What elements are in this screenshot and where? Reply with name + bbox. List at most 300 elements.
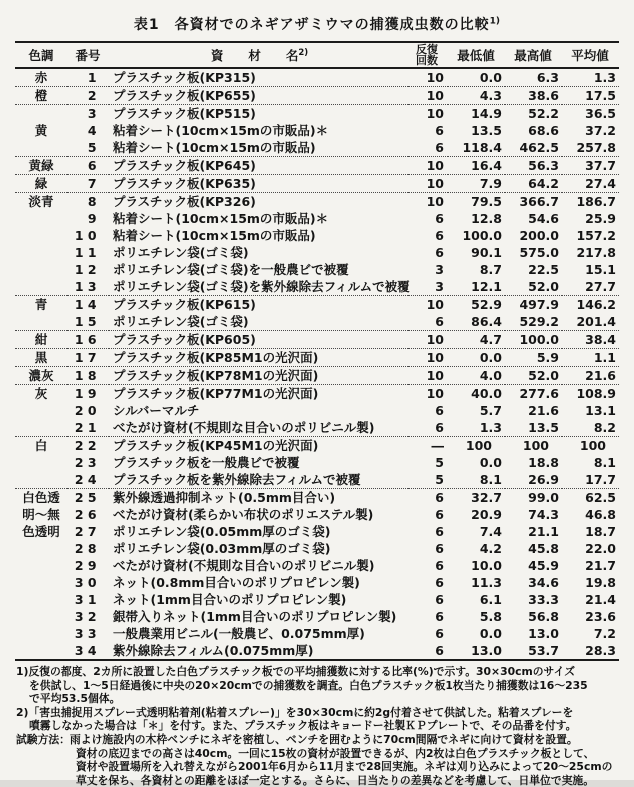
cell-repetitions: 6 (435, 626, 444, 641)
cell-material-name: プラスチック板(KP605) (113, 332, 256, 347)
cell-min-value: 6.1 (479, 592, 502, 607)
cell-color-tone (15, 471, 67, 489)
cell-min-value: 4.7 (479, 332, 502, 347)
cell-min-value: 4.2 (479, 541, 502, 556)
cell-material-name: プラスチック板を一般農ビで被覆 (113, 455, 300, 470)
cell-color-tone (15, 419, 67, 437)
cell-repetitions: 6 (435, 524, 444, 539)
cell-number: 28 (74, 541, 101, 556)
cell-number: 20 (74, 403, 101, 418)
footnote-line: 試験方法：雨よけ施設内の木枠ベンチにネギを密植し、ベンチを囲むように70cm間隔でネギに向けて資材を設置。 (16, 732, 578, 746)
cell-mean-value: 146.2 (576, 297, 616, 312)
table-row (15, 506, 619, 523)
cell-color-tone: 白 (34, 438, 48, 453)
cell-mean-value: 23.6 (585, 609, 616, 624)
cell-number: 22 (74, 438, 101, 453)
table-row (15, 523, 619, 540)
table-row (15, 313, 619, 331)
cell-number: 8 (87, 194, 101, 209)
cell-min-value: 7.9 (479, 176, 502, 191)
cell-material-name: プラスチック板(KP655) (113, 88, 256, 103)
cell-material-name: プラスチック板を紫外線除去フィルムで被覆 (113, 472, 361, 487)
cell-repetitions: 5 (435, 472, 444, 487)
header-material-label: 資 材 名 (210, 48, 299, 63)
cell-color-tone: 濃灰 (28, 368, 54, 383)
cell-max-value: 13.5 (528, 420, 559, 435)
cell-mean-value: 157.2 (576, 228, 616, 243)
table-row (15, 437, 619, 455)
cell-material-name: プラスチック板(KP85M1の光沢面) (113, 350, 319, 365)
cell-repetitions: 6 (435, 643, 444, 658)
cell-max-value: 277.6 (519, 386, 559, 401)
cell-number: 10 (74, 228, 101, 243)
header-min-value: 最低値 (457, 48, 495, 63)
cell-min-value: 90.1 (471, 245, 502, 260)
cell-color-tone (15, 278, 67, 296)
cell-repetitions: 6 (435, 592, 444, 607)
table-row (15, 261, 619, 278)
header-max-value: 最高値 (514, 48, 552, 63)
table-row (15, 244, 619, 261)
cell-min-value: 4.0 (479, 368, 502, 383)
cell-min-value: 8.7 (479, 262, 502, 277)
cell-min-value: 4.3 (479, 88, 502, 103)
table-row (15, 540, 619, 557)
cell-max-value: 38.6 (528, 88, 559, 103)
cell-repetitions: 10 (426, 297, 444, 312)
header-material-name (109, 42, 408, 68)
cell-material-name: プラスチック板(KP645) (113, 158, 256, 173)
cell-mean-value: 7.2 (593, 626, 616, 641)
cell-mean-value: 186.7 (576, 194, 616, 209)
cell-min-value: 118.4 (462, 140, 502, 155)
cell-number: 24 (74, 472, 101, 487)
cell-max-value: 18.8 (528, 455, 559, 470)
footnote-line: 草丈を保ち、各資材との距離をほぼ一定とする。さらに、日当たりの差異などを考慮して、日単位で実施。 (76, 773, 595, 787)
cell-color-tone: 青 (34, 297, 48, 312)
cell-color-tone: 橙 (34, 88, 48, 103)
cell-repetitions: 10 (426, 332, 444, 347)
cell-material-name: べたがけ資材(柔らかい布状のポリエステル製) (113, 507, 374, 522)
cell-mean-value: 1.3 (593, 70, 616, 85)
table-row (15, 87, 619, 105)
cell-min-value: 12.8 (471, 211, 502, 226)
cell-color-tone: 色透明 (22, 524, 60, 539)
cell-number: 7 (87, 176, 101, 191)
table-row (15, 157, 619, 175)
table-row (15, 296, 619, 314)
table-row (15, 278, 619, 296)
cell-min-value: 79.5 (471, 194, 502, 209)
cell-repetitions: 6 (435, 507, 444, 522)
cell-min-value: 20.9 (471, 507, 502, 522)
cell-material-name: プラスチック板(KP635) (113, 176, 256, 191)
cell-color-tone: 赤 (34, 70, 48, 85)
cell-number: 31 (74, 592, 101, 607)
cell-mean-value: 25.9 (585, 211, 616, 226)
cell-repetitions: 10 (426, 158, 444, 173)
cell-mean-value: 17.5 (585, 88, 616, 103)
header-number: 番号 (75, 48, 101, 63)
cell-min-value: 12.1 (471, 279, 502, 294)
cell-max-value: 68.6 (528, 123, 559, 138)
cell-number: 26 (74, 507, 101, 522)
cell-repetitions: 10 (426, 386, 444, 401)
cell-min-value: 14.9 (471, 106, 502, 121)
cell-mean-value: 37.7 (585, 158, 616, 173)
cell-color-tone (15, 574, 67, 591)
cell-material-name: 粘着シート(10cm×15mの市販品) (113, 228, 316, 243)
cell-number: 23 (74, 455, 101, 470)
footnote-line: を供試し、1～5日経過後に中央の20×20cmでの捕獲数を調査。白色プラスチック板1枚当たり捕獲数は16～235 (29, 678, 588, 692)
cell-min-value: 16.4 (471, 158, 502, 173)
cell-max-value: 54.6 (528, 211, 559, 226)
cell-min-value: 0.0 (479, 350, 502, 365)
cell-material-name: ポリエチレン袋(0.05mm厚のゴミ袋) (113, 524, 331, 539)
cell-max-value: 74.3 (528, 507, 559, 522)
cell-material-name: プラスチック板(KP326) (113, 194, 256, 209)
cell-mean-value: 18.7 (585, 524, 616, 539)
footnote-line: で平均53.5個体。 (29, 692, 121, 706)
cell-mean-value: 15.1 (585, 262, 616, 277)
cell-color-tone (15, 210, 67, 227)
header-mean-value: 平均値 (571, 48, 609, 63)
cell-max-value: 462.5 (519, 140, 559, 155)
cell-material-name: シルバーマルチ (113, 403, 200, 418)
cell-material-name: プラスチック板(KP77M1の光沢面) (113, 386, 319, 401)
cell-number: 4 (87, 123, 101, 138)
cell-color-tone (15, 454, 67, 471)
cell-min-value: 52.9 (471, 297, 502, 312)
table-row (15, 349, 619, 367)
cell-number: 29 (74, 558, 101, 573)
cell-max-value: 64.2 (528, 176, 559, 191)
cell-color-tone (15, 608, 67, 625)
cell-max-value: 99.0 (528, 490, 559, 505)
cell-mean-value: 108.9 (576, 386, 616, 401)
cell-repetitions: 6 (435, 140, 444, 155)
cell-repetitions: 6 (435, 123, 444, 138)
cell-color-tone: 黄緑 (28, 158, 54, 173)
table-row (15, 625, 619, 642)
cell-material-name: プラスチック板(KP78M1の光沢面) (113, 368, 319, 383)
cell-max-value: 26.9 (528, 472, 559, 487)
table-row (15, 608, 619, 625)
cell-color-tone: 白色透 (22, 490, 60, 505)
cell-color-tone (15, 642, 67, 660)
cell-mean-value: 201.4 (576, 314, 616, 329)
cell-mean-value: 1.1 (593, 350, 616, 365)
cell-max-value: 56.3 (528, 158, 559, 173)
cell-number: 11 (74, 245, 101, 260)
table-row (15, 402, 619, 419)
cell-mean-value: 28.3 (585, 643, 616, 658)
table-title-footnote-ref: 1) (489, 16, 501, 27)
cell-mean-value: 8.1 (593, 455, 616, 470)
cell-number: 9 (87, 211, 101, 226)
cell-number: 14 (74, 297, 101, 312)
cell-material-name: 粘着シート(10cm×15mの市販品)＊ (113, 123, 329, 138)
cell-material-name: プラスチック板(KP515) (113, 106, 256, 121)
table-row (15, 122, 619, 139)
cell-mean-value: 217.8 (576, 245, 616, 260)
cell-repetitions: 10 (426, 106, 444, 121)
cell-max-value: 22.5 (528, 262, 559, 277)
cell-material-name: プラスチック板(KP315) (113, 70, 256, 85)
cell-repetitions: 6 (435, 403, 444, 418)
cell-repetitions: 6 (435, 211, 444, 226)
cell-material-name: べたがけ資材(不規則な目合いのポリビニル製) (113, 420, 375, 435)
cell-repetitions: 10 (426, 368, 444, 383)
table-row (15, 227, 619, 244)
table-title (10, 14, 624, 34)
table-row (15, 331, 619, 349)
cell-material-name: ポリエチレン袋(ゴミ袋) (113, 314, 249, 329)
cell-mean-value: 46.8 (585, 507, 616, 522)
table-row (15, 557, 619, 574)
cell-repetitions: 6 (435, 558, 444, 573)
cell-min-value: 5.7 (479, 403, 502, 418)
footnote-line: 2)「害虫捕捉用スプレー式透明粘着剤(粘着スプレー)」を30×30cmに約2g付着させて供試した。粘着スプレーを (16, 705, 574, 719)
cell-color-tone (15, 244, 67, 261)
cell-color-tone: 淡青 (28, 194, 54, 209)
cell-min-value: 8.1 (479, 472, 502, 487)
cell-color-tone: 灰 (34, 386, 48, 401)
cell-mean-value: 62.5 (585, 490, 616, 505)
cell-max-value: 5.9 (536, 350, 559, 365)
cell-min-value: 86.4 (471, 314, 502, 329)
cell-repetitions: 6 (435, 541, 444, 556)
cell-material-name: 紫外線透過抑制ネット(0.5mm目合い) (113, 490, 336, 505)
cell-mean-value: 21.7 (585, 558, 616, 573)
cell-number: 18 (74, 368, 101, 383)
cell-mean-value: 8.2 (593, 420, 616, 435)
cell-max-value: 200.0 (519, 228, 559, 243)
cell-repetitions: 6 (435, 609, 444, 624)
cell-mean-value: 13.1 (585, 403, 616, 418)
cell-repetitions: ― (431, 438, 444, 453)
cell-repetitions: 6 (435, 575, 444, 590)
capture-results-table (15, 41, 619, 661)
cell-min-value: 13.5 (471, 123, 502, 138)
cell-min-value: 0.0 (479, 70, 502, 85)
cell-material-name: ネット(0.8mm目合いのポリプロピレン製) (113, 575, 360, 590)
table-body (15, 68, 619, 660)
cell-material-name: ポリエチレン袋(ゴミ袋)を紫外線除去フィルムで被覆 (113, 279, 410, 294)
footnote-line: 1)反復の都度、2カ所に設置した白色プラスチック板での平均捕獲数に対する比率(%)で示す。30×30cmのサイズ (16, 665, 576, 678)
cell-mean-value: 22.0 (585, 541, 616, 556)
cell-min-value: 100 (465, 438, 492, 453)
cell-number: 27 (74, 524, 101, 539)
cell-repetitions: 10 (426, 176, 444, 191)
cell-mean-value: 38.4 (585, 332, 616, 347)
table-row (15, 642, 619, 660)
table-row (15, 210, 619, 227)
cell-color-tone (15, 557, 67, 574)
cell-max-value: 6.3 (536, 70, 559, 85)
header-color-tone: 色調 (28, 48, 54, 63)
cell-max-value: 100 (522, 438, 549, 453)
cell-max-value: 529.2 (519, 314, 559, 329)
cell-max-value: 45.9 (528, 558, 559, 573)
cell-max-value: 34.6 (528, 575, 559, 590)
cell-material-name: 銀帯入りネット(1mm目合いのポリプロピレン製) (113, 609, 397, 624)
cell-color-tone (15, 105, 67, 123)
cell-material-name: 紫外線除去フィルム(0.075mm厚) (113, 643, 314, 658)
cell-min-value: 10.0 (471, 558, 502, 573)
table-row (15, 489, 619, 507)
cell-color-tone (15, 261, 67, 278)
table-row (15, 175, 619, 193)
cell-number: 15 (74, 314, 101, 329)
cell-color-tone: 黄 (34, 123, 48, 138)
cell-min-value: 11.3 (471, 575, 502, 590)
cell-repetitions: 6 (435, 420, 444, 435)
cell-min-value: 40.0 (471, 386, 502, 401)
cell-color-tone (15, 227, 67, 244)
cell-number: 12 (74, 262, 101, 277)
cell-number: 21 (74, 420, 101, 435)
cell-mean-value: 17.7 (585, 472, 616, 487)
cell-number: 13 (74, 279, 101, 294)
cell-max-value: 52.0 (528, 368, 559, 383)
table-row (15, 193, 619, 211)
table-row (15, 139, 619, 157)
cell-min-value: 7.4 (479, 524, 502, 539)
cell-color-tone (15, 540, 67, 557)
cell-material-name: プラスチック板(KP615) (113, 297, 256, 312)
cell-number: 6 (87, 158, 101, 173)
cell-mean-value: 257.8 (576, 140, 616, 155)
table-row (15, 471, 619, 489)
cell-min-value: 32.7 (471, 490, 502, 505)
cell-color-tone: 紺 (34, 332, 48, 347)
cell-max-value: 52.2 (528, 106, 559, 121)
cell-mean-value: 37.2 (585, 123, 616, 138)
cell-repetitions: 10 (426, 194, 444, 209)
cell-number: 33 (74, 626, 101, 641)
cell-color-tone (15, 402, 67, 419)
cell-max-value: 100.0 (519, 332, 559, 347)
cell-color-tone (15, 625, 67, 642)
table-row (15, 591, 619, 608)
table-row (15, 367, 619, 385)
footnote-line: 噴霧しなかった場合は「＊」を付す。また、プラスチック板はキョードー社製ＫＰプレートで、その品番を付す。 (29, 719, 577, 733)
cell-number: 5 (87, 140, 101, 155)
cell-max-value: 366.7 (519, 194, 559, 209)
cell-color-tone: 緑 (34, 176, 48, 191)
cell-max-value: 13.0 (528, 626, 559, 641)
cell-max-value: 56.8 (528, 609, 559, 624)
cell-min-value: 100.0 (462, 228, 502, 243)
header-repetitions (408, 42, 448, 68)
cell-color-tone: 黒 (34, 350, 48, 365)
cell-repetitions: 10 (426, 70, 444, 85)
cell-material-name: ポリエチレン袋(ゴミ袋) (113, 245, 249, 260)
cell-number: 32 (74, 609, 101, 624)
cell-number: 30 (74, 575, 101, 590)
cell-number: 3 (87, 106, 101, 121)
cell-repetitions: 5 (435, 455, 444, 470)
cell-material-name: ポリエチレン袋(ゴミ袋)を一般農ビで被覆 (113, 262, 349, 277)
cell-max-value: 53.7 (528, 643, 559, 658)
cell-max-value: 52.0 (528, 279, 559, 294)
cell-min-value: 5.8 (479, 609, 502, 624)
cell-max-value: 45.8 (528, 541, 559, 556)
cell-repetitions: 3 (435, 279, 444, 294)
table-row (15, 105, 619, 123)
cell-material-name: 粘着シート(10cm×15mの市販品) (113, 140, 316, 155)
cell-mean-value: 27.4 (585, 176, 616, 191)
cell-min-value: 1.3 (479, 420, 502, 435)
cell-mean-value: 27.7 (585, 279, 616, 294)
cell-repetitions: 3 (435, 262, 444, 277)
table-row (15, 68, 619, 87)
cell-number: 25 (74, 490, 101, 505)
cell-max-value: 497.9 (519, 297, 559, 312)
header-reps-line2: 回数 (416, 54, 438, 67)
cell-mean-value: 19.8 (585, 575, 616, 590)
cell-min-value: 13.0 (471, 643, 502, 658)
cell-max-value: 21.1 (528, 524, 559, 539)
table-row (15, 419, 619, 437)
cell-min-value: 0.0 (479, 626, 502, 641)
cell-mean-value: 21.4 (585, 592, 616, 607)
cell-material-name: ネット(1mm目合いのポリプロピレン製) (113, 592, 347, 607)
cell-number: 16 (74, 332, 101, 347)
footnote-line: 資材や設置場所を入れ替えながら2001年6月から11月まで28回実施。ネギは刈り込みによって20～25cmの (76, 760, 613, 774)
table-row (15, 454, 619, 471)
cell-number: 2 (87, 88, 101, 103)
cell-max-value: 33.3 (528, 592, 559, 607)
cell-repetitions: 10 (426, 88, 444, 103)
cell-repetitions: 6 (435, 314, 444, 329)
table-header (15, 42, 619, 68)
cell-number: 34 (74, 643, 101, 658)
cell-repetitions: 6 (435, 490, 444, 505)
header-row (15, 42, 619, 68)
cell-mean-value: 36.5 (585, 106, 616, 121)
cell-material-name: プラスチック板(KP45M1の光沢面) (113, 438, 319, 453)
table-row (15, 385, 619, 403)
table-row (15, 574, 619, 591)
cell-material-name: ポリエチレン袋(0.03mm厚のゴミ袋) (113, 541, 331, 556)
cell-max-value: 21.6 (528, 403, 559, 418)
cell-min-value: 0.0 (479, 455, 502, 470)
cell-material-name: 一般農業用ビニル(一般農ビ、0.075mm厚) (113, 626, 365, 641)
table-title-text: 表1 各資材でのネギアザミウマの捕獲成虫数の比較 (133, 17, 490, 33)
header-material-footnote-ref: 2) (298, 47, 309, 58)
cell-color-tone (15, 313, 67, 331)
cell-color-tone: 明～無 (22, 507, 60, 522)
cell-color-tone (15, 591, 67, 608)
cell-material-name: 粘着シート(10cm×15mの市販品)＊ (113, 211, 329, 226)
cell-material-name: べたがけ資材(不規則な目合いのポリビニル製) (113, 558, 375, 573)
cell-repetitions: 6 (435, 245, 444, 260)
footnotes-block (12, 665, 622, 787)
cell-repetitions: 10 (426, 350, 444, 365)
cell-number: 17 (74, 350, 101, 365)
cell-mean-value: 100 (579, 438, 606, 453)
cell-color-tone (15, 139, 67, 157)
header-reps-line1: 反復 (416, 43, 438, 56)
cell-max-value: 575.0 (519, 245, 559, 260)
cell-mean-value: 21.6 (585, 368, 616, 383)
cell-number: 1 (87, 70, 101, 85)
cell-number: 19 (74, 386, 101, 401)
cell-repetitions: 6 (435, 228, 444, 243)
footnote-line: 資材の底辺までの高さは40cm。一回に15枚の資材が設置できるが、内2枚は白色プラスチック板として、 (76, 746, 595, 760)
